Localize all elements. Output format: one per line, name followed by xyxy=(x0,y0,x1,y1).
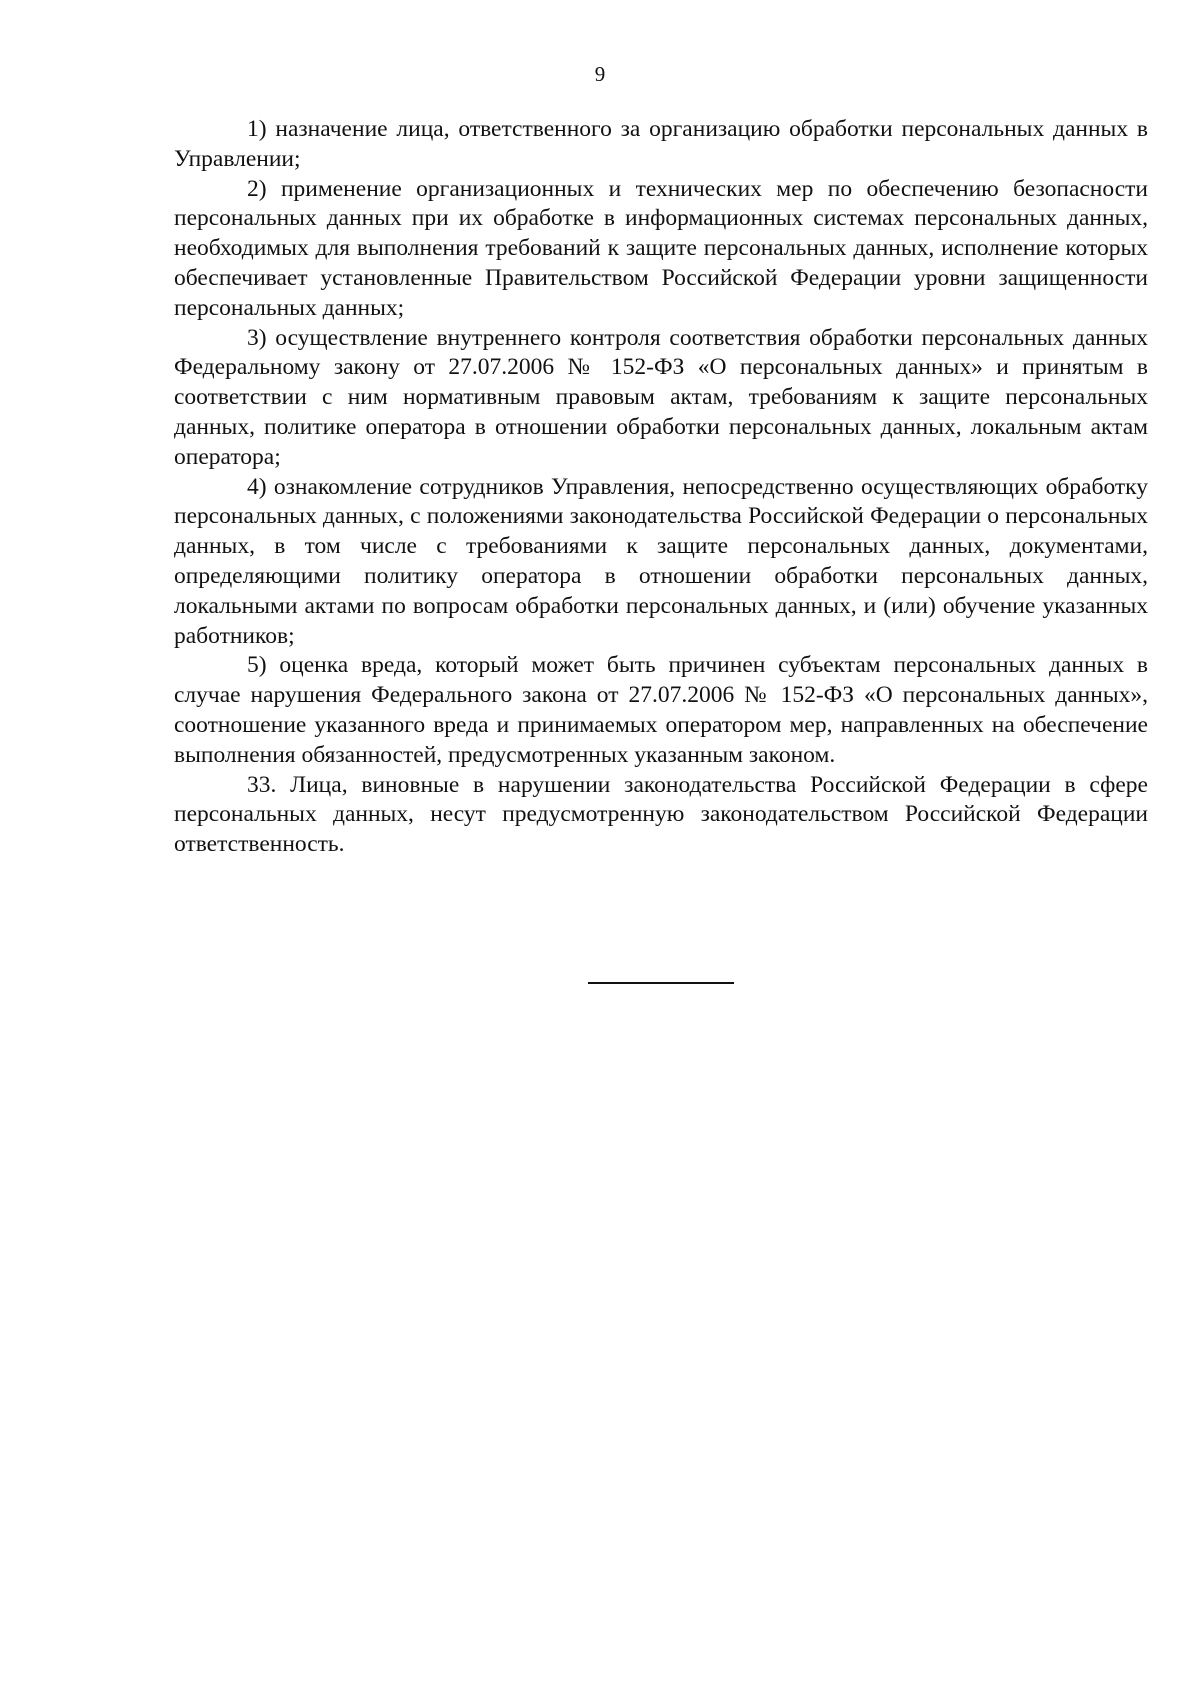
page-number: 9 xyxy=(594,62,606,86)
list-item: 1) назначение лица, ответственного за организацию обработки персональных данных в Управлении; xyxy=(174,116,1148,172)
list-item: 2) применение организационных и технических мер по обеспечению безопасности персональных данных при их обработке в информационных системах персональных данных, необходимых для выполнения требований к защите персональных данных, исполнение которых обеспечивает установленные Правительством Российской Федерации уровни защищенности персональных данных; xyxy=(174,175,1148,321)
list-item: 4) ознакомление сотрудников Управления, непосредственно осуществляющих обработку персональных данных, с положениями законодательства Российской Федерации о персональных данных, в том числе с требованиями к защите персональных данных, документами, определяющими политику оператора в отношении обработки персональных данных, локальными актами по вопросам обработки персональных данных, и (или) обучение указанных работников; xyxy=(174,473,1148,649)
list-item: 3) осуществление внутреннего контроля соответствия обработки персональных данных Федеральному закону от 27.07.2006 № 152-ФЗ «О персональных данных» и принятым в соответствии с ним нормативным правовым актам, требованиям к защите персональных данных, политике оператора в отношении обработки персональных данных, локальным актам оператора; xyxy=(174,324,1148,470)
end-of-document-rule xyxy=(588,982,734,984)
document-body xyxy=(174,115,1148,860)
list-item: 5) оценка вреда, который может быть причинен субъектам персональных данных в случае нарушения Федерального закона от 27.07.2006 № 152-ФЗ «О персональных данных», соотношение указанного вреда и принимаемых оператором мер, направленных на обеспечение выполнения обязанностей, предусмотренных указанным законом. xyxy=(174,652,1148,768)
clause-33: 33. Лица, виновные в нарушении законодательства Российской Федерации в сфере персональных данных, несут предусмотренную законодательством Российской Федерации ответственность. xyxy=(174,771,1148,858)
